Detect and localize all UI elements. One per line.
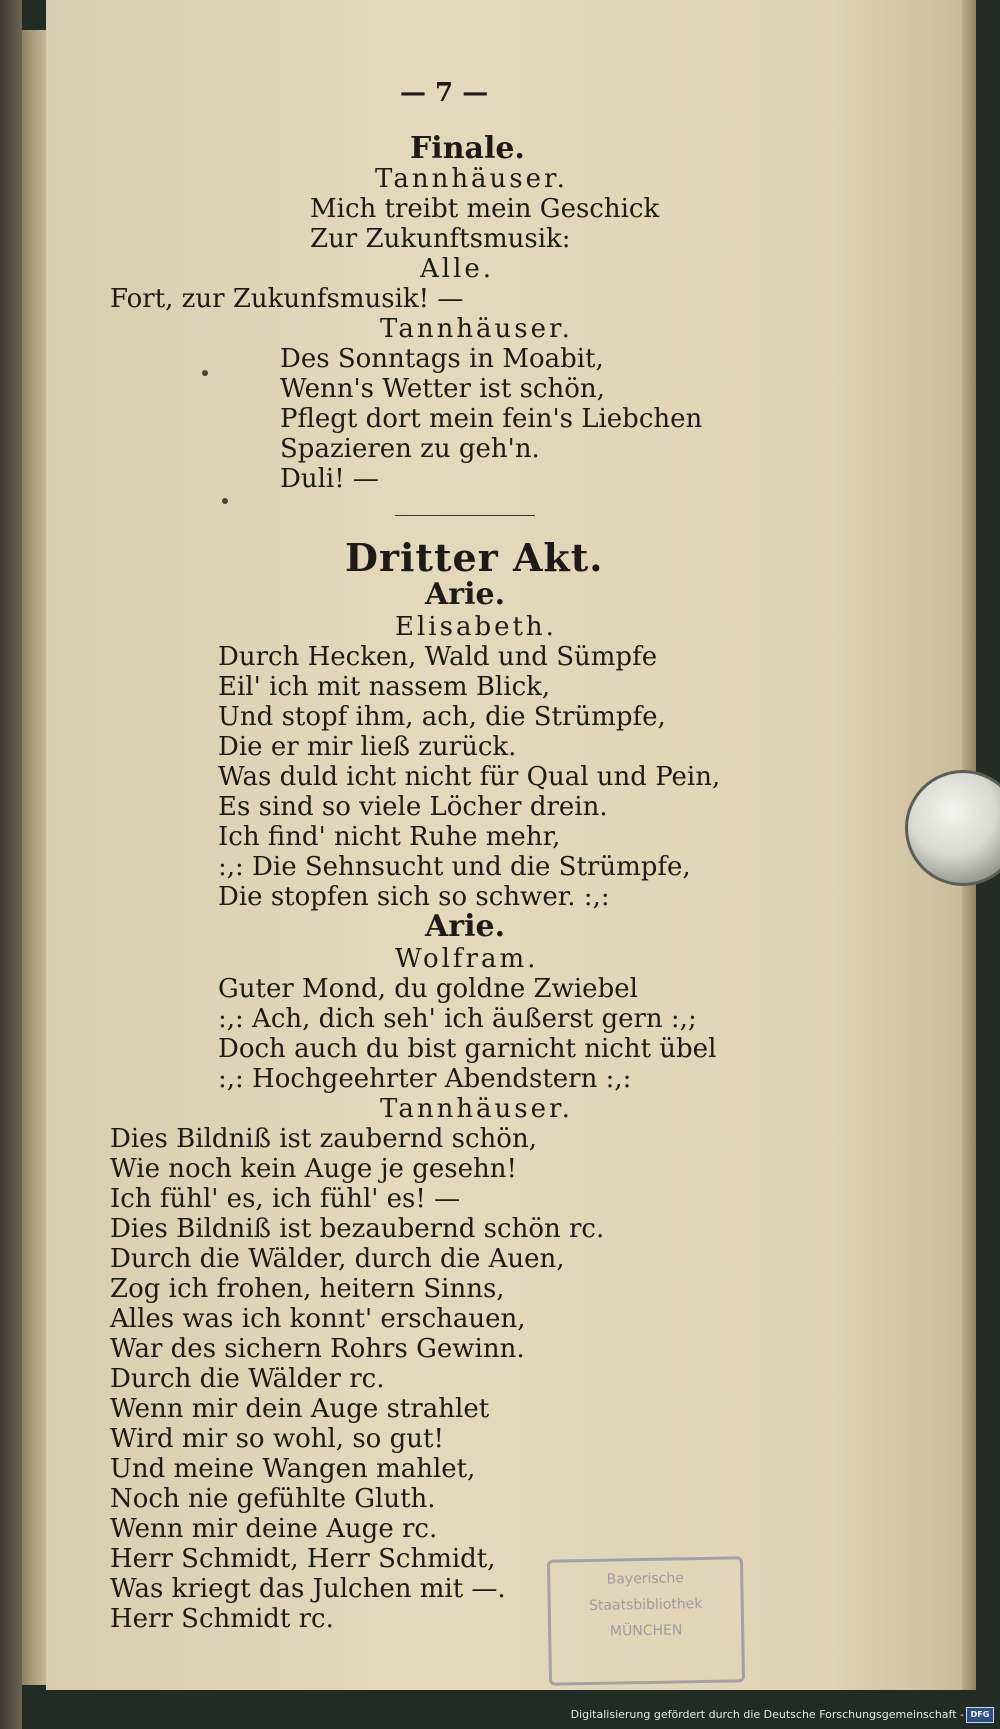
stamp-line-1: Bayerische <box>606 1570 685 1588</box>
ink-speck <box>202 370 208 376</box>
verse-line: Ich find' nicht Ruhe mehr, <box>218 822 561 852</box>
speaker-label: Tannhäuser. <box>380 314 573 344</box>
verse-line: Und meine Wangen mahlet, <box>110 1454 476 1484</box>
verse-line: Dies Bildniß ist bezaubernd schön rc. <box>110 1214 605 1244</box>
aria-heading: Arie. <box>425 909 506 944</box>
verse-line: War des sichern Rohrs Gewinn. <box>110 1334 525 1364</box>
finale-heading: Finale. <box>410 131 525 166</box>
act-title: Dritter Akt. <box>345 535 604 580</box>
verse-line: Zur Zukunftsmusik: <box>310 224 571 254</box>
verse-line: Mich treibt mein Geschick <box>310 194 660 224</box>
ink-speck <box>222 498 228 504</box>
digitization-footer <box>0 1700 1000 1729</box>
funding-credit: Digitalisierung gefördert durch die Deutsche Forschungsgemeinschaft - <box>570 1708 964 1721</box>
verse-line: Wie noch kein Auge je gesehn! <box>110 1154 517 1184</box>
stamp-line-2: Staatsbibliothek <box>588 1596 703 1614</box>
verse-line: Wird mir so wohl, so gut! <box>110 1424 444 1454</box>
verse-line: Herr Schmidt, Herr Schmidt, <box>110 1544 496 1574</box>
verse-line: Fort, zur Zukunfsmusik! — <box>110 284 464 314</box>
verse-line: Spazieren zu geh'n. <box>280 434 540 464</box>
verse-line: Durch Hecken, Wald und Sümpfe <box>218 642 658 672</box>
speaker-label: Alle. <box>420 254 495 284</box>
speaker-label: Tannhäuser. <box>380 1094 573 1124</box>
stamp-line-3: MÜNCHEN <box>609 1622 683 1640</box>
verse-line: Die er mir ließ zurück. <box>218 732 517 762</box>
verse-line: Herr Schmidt rc. <box>110 1604 334 1634</box>
verse-line: :,: Die Sehnsucht und die Strümpfe, <box>218 852 691 882</box>
verse-line: Wenn's Wetter ist schön, <box>280 374 605 404</box>
verse-line: Ich fühl' es, ich fühl' es! — <box>110 1184 461 1214</box>
speaker-label: Elisabeth. <box>395 612 557 642</box>
verse-line: Dies Bildniß ist zaubernd schön, <box>110 1124 537 1154</box>
speaker-label: Wolfram. <box>395 944 539 974</box>
verse-line: Alles was ich konnt' erschauen, <box>110 1304 526 1334</box>
verse-line: Eil' ich mit nassem Blick, <box>218 672 551 702</box>
verse-line: :,: Hochgeehrter Abendstern :,: <box>218 1064 632 1094</box>
verse-line: Durch die Wälder rc. <box>110 1364 385 1394</box>
verse-line: Doch auch du bist garnicht nicht übel <box>218 1034 717 1064</box>
verse-line: Durch die Wälder, durch die Auen, <box>110 1244 565 1274</box>
verse-line: Guter Mond, du goldne Zwiebel <box>218 974 638 1004</box>
verse-line: Noch nie gefühlte Gluth. <box>110 1484 436 1514</box>
verse-line: :,: Ach, dich seh' ich äußerst gern :,; <box>218 1004 697 1034</box>
verse-line: Es sind so viele Löcher drein. <box>218 792 608 822</box>
dfg-logo-icon: DFG <box>966 1707 994 1723</box>
aria-heading: Arie. <box>425 577 506 612</box>
verse-line: Zog ich frohen, heitern Sinns, <box>110 1274 505 1304</box>
verse-line: Duli! — <box>280 464 379 494</box>
verse-line: Die stopfen sich so schwer. :,: <box>218 882 610 912</box>
verse-line: Was duld icht nicht für Qual und Pein, <box>218 762 721 792</box>
page-number: — 7 — <box>400 78 489 108</box>
speaker-label: Tannhäuser. <box>375 164 568 194</box>
verse-line: Und stopf ihm, ach, die Strümpfe, <box>218 702 666 732</box>
verse-line: Wenn mir deine Auge rc. <box>110 1514 438 1544</box>
verse-line: Des Sonntags in Moabit, <box>280 344 604 374</box>
verse-line: Wenn mir dein Auge strahlet <box>110 1394 490 1424</box>
verse-line: Was kriegt das Julchen mit —. <box>110 1574 506 1604</box>
section-divider <box>395 515 535 516</box>
verse-line: Pflegt dort mein fein's Liebchen <box>280 404 703 434</box>
